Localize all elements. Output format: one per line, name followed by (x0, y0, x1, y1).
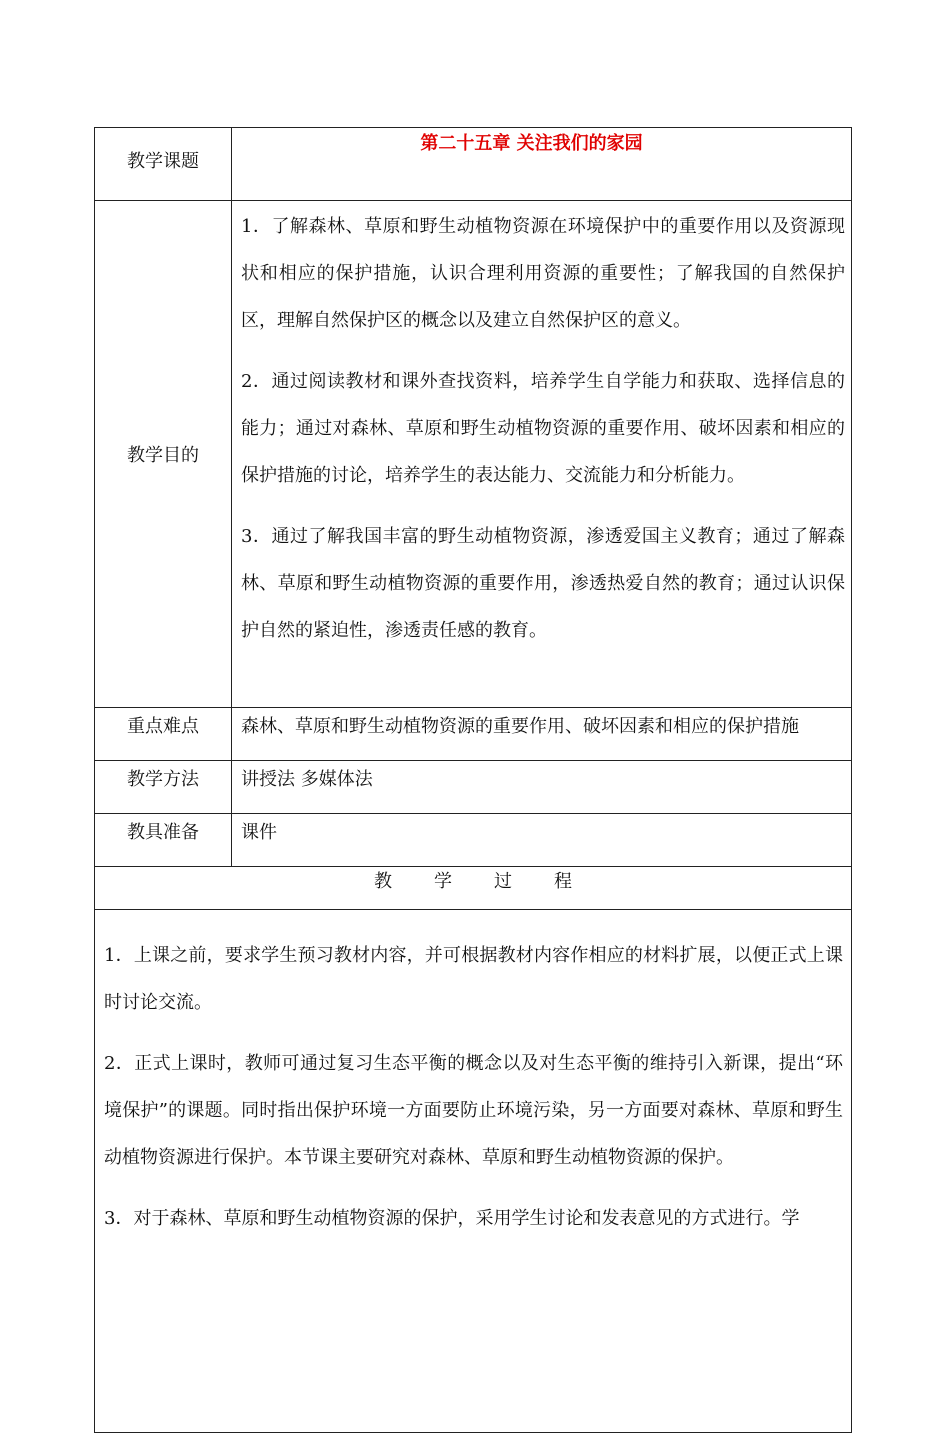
materials-value: 课件 (232, 814, 852, 867)
methods-label: 教学方法 (95, 761, 232, 814)
process-content (95, 910, 852, 1433)
key-points-value: 森林、草原和野生动植物资源的重要作用、破坏因素和相应的保护措施 (232, 708, 852, 761)
process-heading: 教 学 过 程 (95, 867, 852, 910)
lesson-plan-table (94, 127, 852, 1433)
goal-item-3: 3．通过了解我国丰富的野生动植物资源，渗透爱国主义教育；通过了解森林、草原和野生动植物资源的重要作用，渗透热爱自然的教育；通过认识保护自然的紧迫性，渗透责任感的教育。 (241, 526, 845, 641)
chapter-title: 第二十五章 关注我们的家园 (232, 128, 852, 201)
key-points-row (95, 708, 852, 761)
goals-row (95, 201, 852, 708)
methods-value: 讲授法 多媒体法 (232, 761, 852, 814)
process-item-1: 1．上课之前，要求学生预习教材内容，并可根据教材内容作相应的材料扩展，以便正式上课时讨论交流。 (104, 945, 843, 1013)
goals-label: 教学目的 (95, 201, 232, 708)
topic-label: 教学课题 (95, 128, 232, 201)
topic-row (95, 128, 852, 201)
goal-item-1: 1．了解森林、草原和野生动植物资源在环境保护中的重要作用以及资源现状和相应的保护措施，认识合理利用资源的重要性；了解我国的自然保护区，理解自然保护区的概念以及建立自然保护区的意义。 (241, 216, 845, 331)
process-item-3: 3．对于森林、草原和野生动植物资源的保护，采用学生讨论和发表意见的方式进行。学 (104, 1208, 800, 1229)
process-body-row (95, 910, 852, 1433)
methods-row (95, 761, 852, 814)
goals-content (232, 201, 852, 708)
materials-label: 教具准备 (95, 814, 232, 867)
goal-item-2: 2．通过阅读教材和课外查找资料，培养学生自学能力和获取、选择信息的能力；通过对森林、草原和野生动植物资源的重要作用、破坏因素和相应的保护措施的讨论，培养学生的表达能力、交流能力和分析能力。 (241, 371, 845, 486)
process-item-2: 2．正式上课时，教师可通过复习生态平衡的概念以及对生态平衡的维持引入新课，提出“环境保护”的课题。同时指出保护环境一方面要防止环境污染，另一方面要对森林、草原和野生动植物资源进行保护。本节课主要研究对森林、草原和野生动植物资源的保护。 (104, 1053, 843, 1168)
process-heading-row (95, 867, 852, 910)
materials-row (95, 814, 852, 867)
key-points-label: 重点难点 (95, 708, 232, 761)
